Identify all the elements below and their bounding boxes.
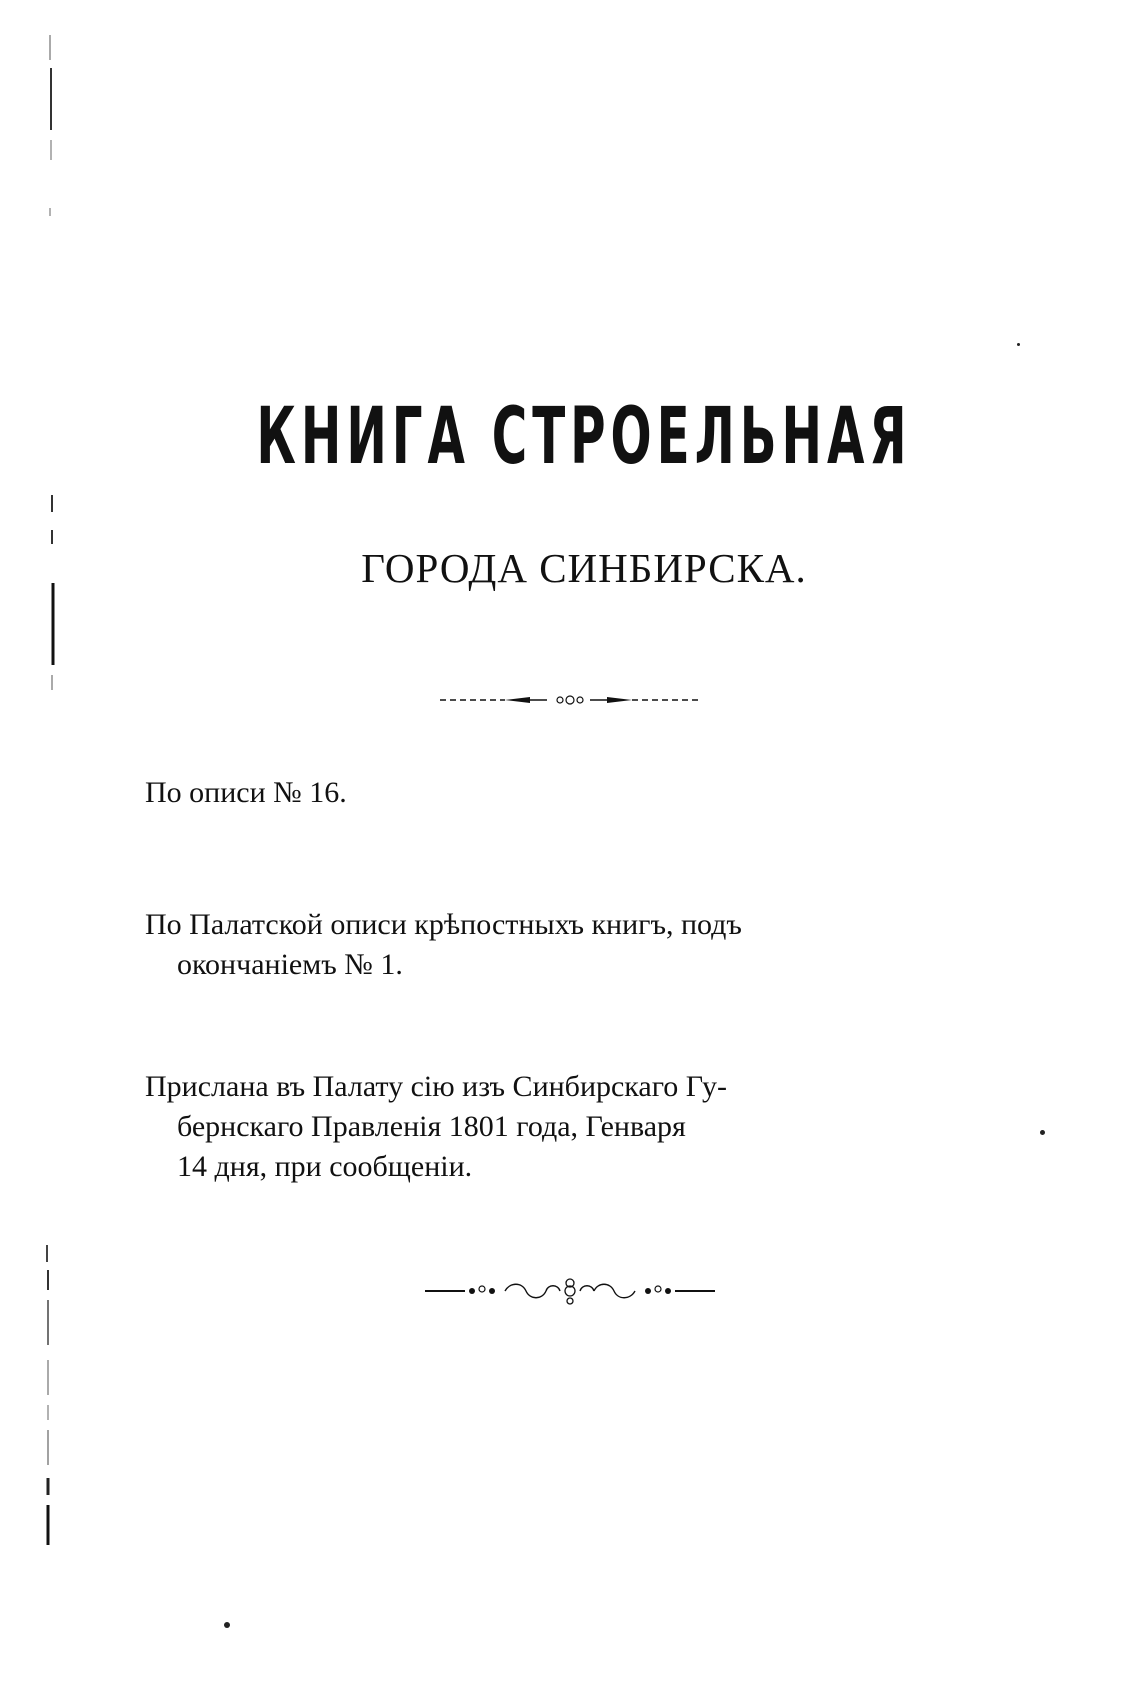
book-title: КНИГА СТРОЕЛЬНАЯ bbox=[256, 392, 912, 482]
chamber-note bbox=[145, 905, 835, 985]
ornament-divider-bottom bbox=[0, 1274, 1140, 1313]
dispatch-note bbox=[145, 1067, 835, 1187]
ornament-divider-top bbox=[0, 690, 1140, 715]
chamber-note-line-1: По Палатской описи крѣпостныхъ книгъ, подъ bbox=[145, 908, 742, 941]
inventory-note-line: По описи № 16. bbox=[145, 776, 347, 809]
ornament-rule-icon bbox=[435, 690, 705, 710]
dispatch-note-line-2: бернскаго Правленiя 1801 года, Генваря bbox=[177, 1110, 686, 1143]
ink-speck bbox=[1017, 343, 1020, 346]
book-subtitle: ГОРОДА СИНБИРСКА. bbox=[361, 545, 807, 591]
ornament-flourish-icon bbox=[420, 1274, 720, 1308]
chamber-note-line-2: окончанiемъ № 1. bbox=[177, 948, 403, 981]
margin-scan-marks bbox=[40, 0, 60, 1686]
dispatch-note-line-3: 14 дня, при сообщенiи. bbox=[177, 1150, 473, 1183]
inventory-note bbox=[145, 773, 835, 813]
ink-speck bbox=[1040, 1130, 1045, 1135]
ink-speck bbox=[224, 1622, 230, 1628]
dispatch-note-line-1: Прислана въ Палату сiю изъ Синбирскаго Гу- bbox=[145, 1070, 727, 1103]
